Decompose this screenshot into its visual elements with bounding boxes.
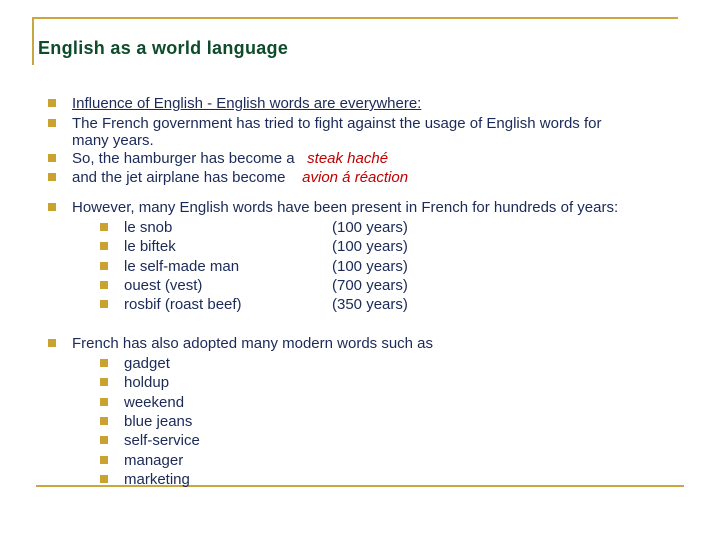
bullet-hamburger bbox=[72, 150, 388, 167]
word: gadget bbox=[124, 355, 170, 372]
bullet-text: However, many English words have been present in French for hundreds of years: bbox=[72, 199, 619, 216]
square-bullet-icon bbox=[100, 300, 108, 308]
square-bullet-icon bbox=[100, 359, 108, 367]
square-bullet-icon bbox=[48, 99, 56, 107]
years: (700 years) bbox=[332, 277, 408, 294]
word: ouest (vest) bbox=[124, 277, 203, 294]
list-item bbox=[124, 394, 184, 411]
bullet-text-line1: The French government has tried to fight against the usage of English words for bbox=[72, 115, 602, 132]
list-item bbox=[124, 452, 183, 469]
square-bullet-icon bbox=[48, 339, 56, 347]
word: rosbif (roast beef) bbox=[124, 296, 242, 313]
years: (100 years) bbox=[332, 219, 408, 236]
list-item bbox=[124, 296, 408, 313]
years: (100 years) bbox=[332, 258, 408, 275]
word: holdup bbox=[124, 374, 170, 391]
square-bullet-icon bbox=[48, 203, 56, 211]
top-rule bbox=[32, 17, 678, 19]
square-bullet-icon bbox=[100, 262, 108, 270]
square-bullet-icon bbox=[100, 456, 108, 464]
word: le snob bbox=[124, 219, 173, 236]
word: self-service bbox=[124, 432, 200, 449]
square-bullet-icon bbox=[48, 119, 56, 127]
bullet-text: Influence of English - English words are everywhere: bbox=[72, 95, 422, 112]
word: marketing bbox=[124, 471, 190, 488]
list-item bbox=[124, 238, 408, 255]
list-item bbox=[124, 258, 408, 275]
bullet-influence bbox=[72, 95, 421, 112]
square-bullet-icon bbox=[100, 417, 108, 425]
word: le self-made man bbox=[124, 258, 240, 275]
list-item bbox=[124, 374, 169, 391]
years: (350 years) bbox=[332, 296, 408, 313]
list-item bbox=[124, 219, 408, 236]
bullet-modern-words bbox=[72, 335, 433, 352]
list-item bbox=[124, 432, 200, 449]
square-bullet-icon bbox=[48, 173, 56, 181]
square-bullet-icon bbox=[48, 154, 56, 162]
square-bullet-icon bbox=[100, 475, 108, 483]
square-bullet-icon bbox=[100, 398, 108, 406]
square-bullet-icon bbox=[100, 378, 108, 386]
bullet-text: and the jet airplane has become bbox=[72, 169, 286, 186]
square-bullet-icon bbox=[100, 436, 108, 444]
bullet-french-government bbox=[72, 115, 601, 149]
years: (100 years) bbox=[332, 238, 408, 255]
list-item bbox=[124, 471, 190, 488]
list-item bbox=[124, 355, 170, 372]
list-item bbox=[124, 277, 408, 294]
bullet-text: So, the hamburger has become a bbox=[72, 150, 295, 167]
bullet-jet-airplane bbox=[72, 169, 408, 186]
word: le biftek bbox=[124, 238, 176, 255]
bullet-text-line2: many years. bbox=[72, 132, 154, 149]
french-term: steak haché bbox=[307, 150, 389, 167]
square-bullet-icon bbox=[100, 242, 108, 250]
square-bullet-icon bbox=[100, 281, 108, 289]
square-bullet-icon bbox=[100, 223, 108, 231]
word: blue jeans bbox=[124, 413, 193, 430]
bullet-however bbox=[72, 199, 618, 216]
bullet-text: French has also adopted many modern words such as bbox=[72, 335, 434, 352]
word: manager bbox=[124, 452, 184, 469]
list-item bbox=[124, 413, 192, 430]
left-rule bbox=[32, 17, 34, 65]
french-term: avion á réaction bbox=[302, 169, 409, 186]
word: weekend bbox=[124, 394, 185, 411]
slide-title: English as a world language bbox=[38, 38, 289, 58]
